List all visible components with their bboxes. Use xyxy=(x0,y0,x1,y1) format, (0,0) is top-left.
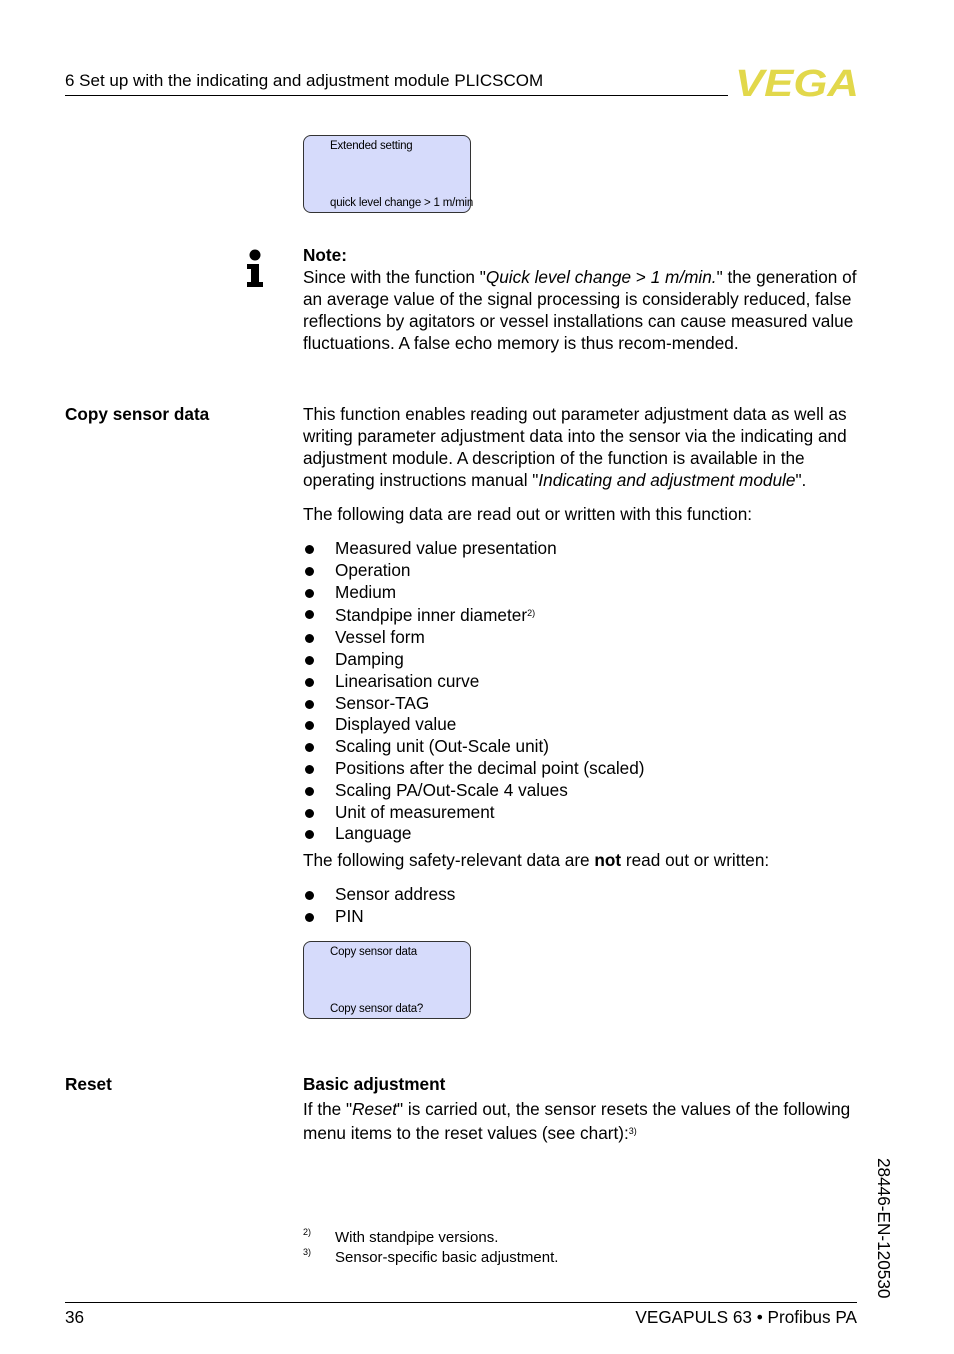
info-icon xyxy=(244,249,266,289)
list-item: Vessel form xyxy=(303,627,863,649)
lcd-display-copy-sensor-data xyxy=(303,941,471,1019)
list-item: Unit of measurement xyxy=(303,802,863,824)
page-number: 36 xyxy=(65,1307,85,1327)
copy-sensor-intro: This function enables reading out parameter adjustment data as well as writing parameter adjustment data into the sensor via the indicating and adjustment module. A description of the function is available in the operating instructions manual "Indicating and adjustment module". xyxy=(303,404,847,490)
section-label-copy-sensor-data: Copy sensor data xyxy=(65,404,210,424)
list-item: Displayed value xyxy=(303,714,863,736)
note-block xyxy=(303,244,863,354)
note-title: Note: xyxy=(303,245,347,265)
list-item: Scaling unit (Out-Scale unit) xyxy=(303,736,863,758)
list-item: Operation xyxy=(303,560,863,582)
safety-statement: The following safety-relevant data are not read out or written: xyxy=(303,850,770,870)
list-item: Standpipe inner diameter$^{2)}$ xyxy=(303,603,863,627)
safety-data-list xyxy=(303,884,863,928)
footer-divider xyxy=(65,1302,857,1303)
product-name: VEGAPULS 63 • Profibus PA xyxy=(635,1307,857,1327)
chapter-heading: 6 Set up with the indicating and adjustment module PLICSCOM xyxy=(65,71,544,90)
logo-text: VEGA xyxy=(735,66,859,98)
reset-subtitle: Basic adjustment xyxy=(303,1074,446,1094)
lcd-display-extended-setting xyxy=(303,135,474,213)
list-item: Measured value presentation xyxy=(303,538,863,560)
list-item: Linearisation curve xyxy=(303,671,863,693)
note-text: Since with the function "Quick level change > 1 m/min." the generation of an average value of the signal processing is considerably reduced, false reflections by agitators or vessel installations can cause measured value fluctuations. A false echo memory is thus recom-mended. xyxy=(303,267,857,353)
vega-logo xyxy=(735,66,859,98)
list-item: Positions after the decimal point (scaled) xyxy=(303,758,863,780)
section-label-reset: Reset xyxy=(65,1074,112,1094)
reset-text: If the "Reset" is carried out, the sensor resets the values of the following menu items to the reset values (see chart):$^{3)}$ xyxy=(303,1099,851,1143)
footnote-ref: 3) xyxy=(628,1126,637,1136)
list-item: Damping xyxy=(303,649,863,671)
copied-data-list xyxy=(303,538,863,845)
list-item: Medium xyxy=(303,582,863,604)
copy-sensor-following: The following data are read out or written with this function: xyxy=(303,504,753,524)
document-number: 28446-EN-120530 xyxy=(874,1158,894,1299)
list-item: Scaling PA/Out-Scale 4 values xyxy=(303,780,863,802)
lcd-value: Copy sensor data? xyxy=(330,1003,424,1015)
footnote-ref: 2) xyxy=(527,608,536,619)
list-item: Sensor address xyxy=(303,884,863,906)
list-item: Sensor-TAG xyxy=(303,693,863,715)
lcd-value: quick level change > 1 m/min xyxy=(330,197,474,209)
lcd-title: Copy sensor data xyxy=(330,946,417,958)
list-item: Language xyxy=(303,823,863,845)
lcd-title: Extended setting xyxy=(330,140,413,152)
list-item: PIN xyxy=(303,906,863,928)
header-divider xyxy=(65,95,728,96)
